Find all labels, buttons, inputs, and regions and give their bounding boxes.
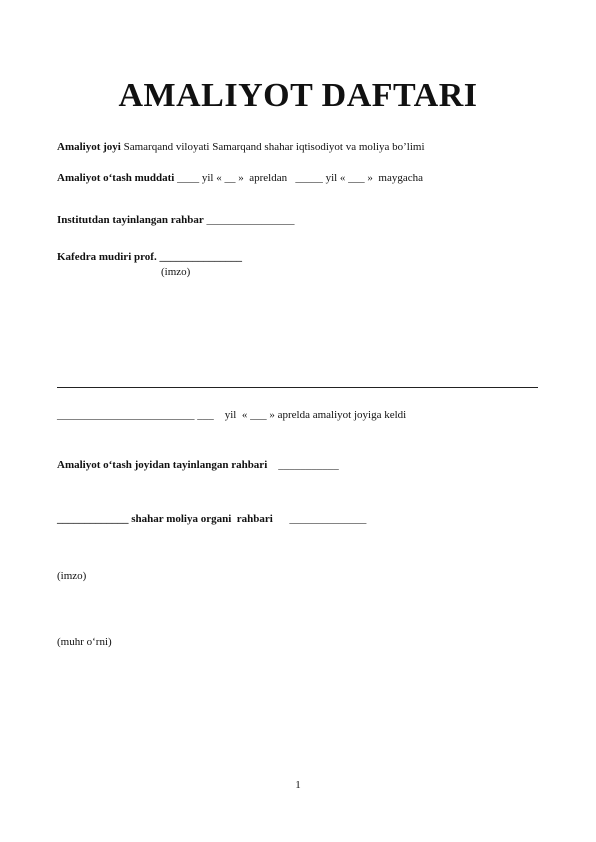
department-head-value: _______________ [156,251,242,263]
practice-place-label: Amaliyot joyi [57,141,121,153]
stamp-caption: (muhr o‘rni) [57,636,112,648]
finance-head-line [57,512,366,526]
practice-period-line [57,171,423,185]
institute-supervisor-line [57,213,294,227]
arrival-line: _________________________ ___ yil « ___ » aprelda amaliyot joyiga keldi [57,409,407,421]
department-head-line [57,250,242,264]
finance-head-label: shahar moliya organi rahbari [128,513,273,525]
practice-period-value: ____ yil « __ » apreldan _____ yil « ___ » maygacha [174,172,424,184]
institute-supervisor-label: Institutdan tayinlangan rahbar [57,214,204,226]
department-head-label: Kafedra mudiri prof. [57,251,157,263]
institute-supervisor-value: ________________ [203,214,295,226]
finance-head-blank: _____________ [57,513,129,525]
site-supervisor-value: ___________ [267,459,339,471]
practice-place-line [57,140,425,154]
practice-place-value: Samarqand viloyati Samarqand shahar iqtisodiyot va moliya bo’limi [120,141,425,153]
practice-period-label: Amaliyot o‘tash muddati [57,172,175,184]
horizontal-divider [57,387,538,388]
signature-caption: (imzo) [57,570,87,582]
site-supervisor-line [57,458,339,472]
site-supervisor-label: Amaliyot o‘tash joyidan tayinlangan rahbari [57,459,268,471]
page-title: AMALIYOT DAFTARI [118,77,478,114]
page-number: 1 [295,779,301,791]
finance-head-value: ______________ [272,513,367,525]
department-head-signature-caption: (imzo) [161,266,191,278]
